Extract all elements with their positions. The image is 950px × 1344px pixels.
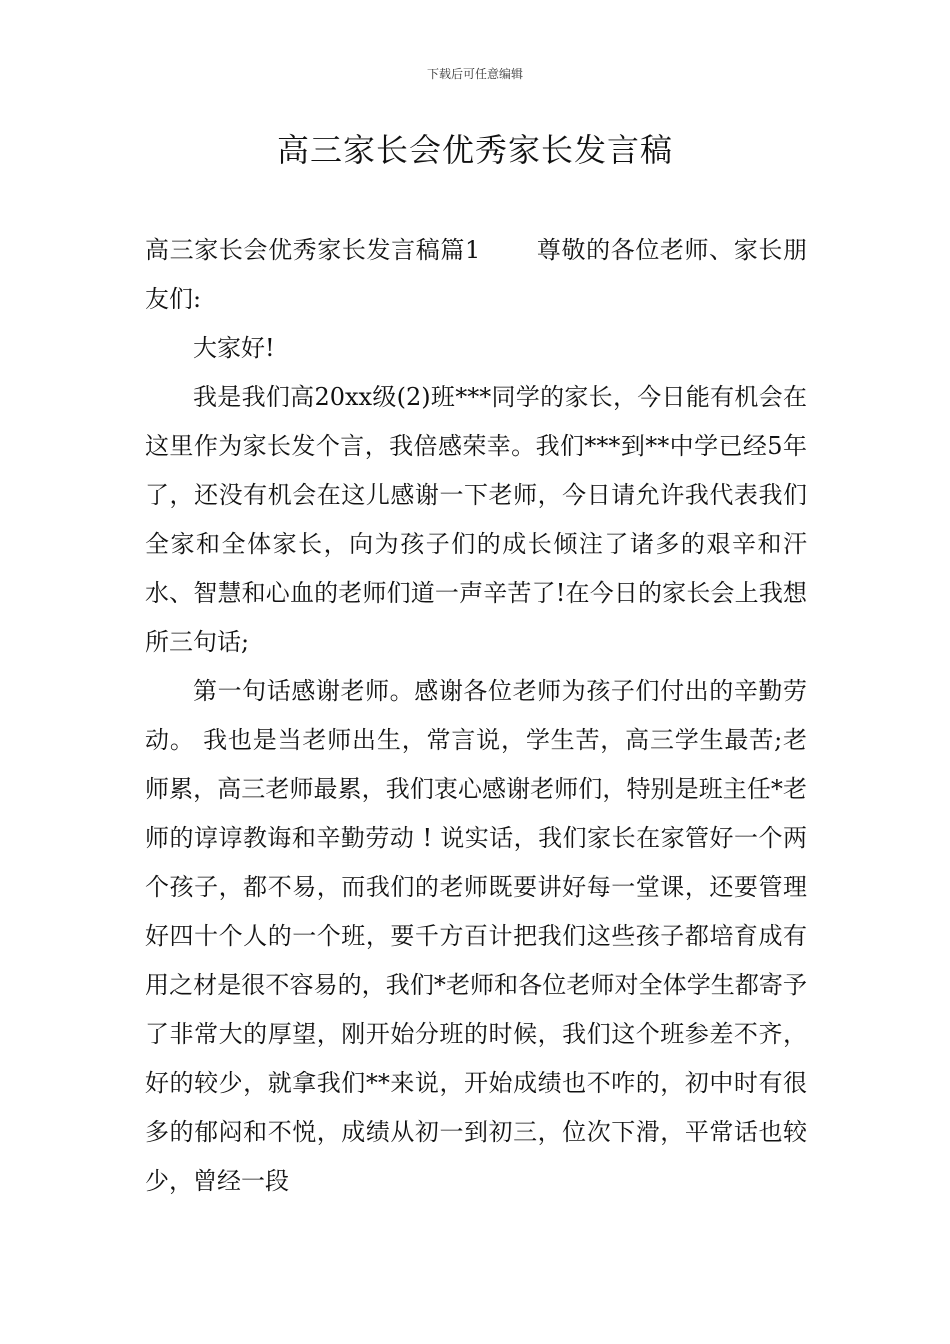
document-title: 高三家长会优秀家长发言稿 (276, 131, 673, 169)
document-body (145, 226, 807, 1206)
salutation: 尊敬的各位老师、家长朋友们: (145, 236, 807, 313)
paragraph-greeting: 大家好! (193, 334, 275, 362)
paragraph-introduction: 我是我们高20xx级(2)班***同学的家长，今日能有机会在这里作为家长发个言，我倍感荣幸。我们***到**中学已经5年了，还没有机会在这儿感谢一下老师，今日请允许我代表我们全家和全体家长，向为孩子们的成长倾注了诸多的艰辛和汗水、智慧和心血的老师们道一声辛苦了!在今日的家长会上我想所三句话; (145, 383, 807, 656)
intro-line (145, 226, 807, 324)
paragraph-thanks: 第一句话感谢老师。感谢各位老师为孩子们付出的辛勤劳动。 我也是当老师出生，常言说，学生苦，高三学生最苦;老师累，高三老师最累，我们衷心感谢老师们，特别是班主任*老师的谆谆教诲和辛勤劳动 ! 说实话，我们家长在家管好一个两个孩子，都不易，而我们的老师既要讲好每一堂课，还要管理好四十个人的一个班，要千方百计把我们这些孩子都培育成有用之材是很不容易的，我们*老师和各位老师对全体学生都寄予了非常大的厚望，刚开始分班的时候，我们这个班参差不齐，好的较少，就拿我们**来说，开始成绩也不咋的，初中时有很多的郁闷和不悦，成绩从初一到初三，位次下滑，平常话也较少，曾经一段 (145, 677, 807, 1195)
section-heading: 高三家长会优秀家长发言稿篇1 (145, 236, 481, 264)
header-note: 下载后可任意编辑 (426, 67, 523, 81)
